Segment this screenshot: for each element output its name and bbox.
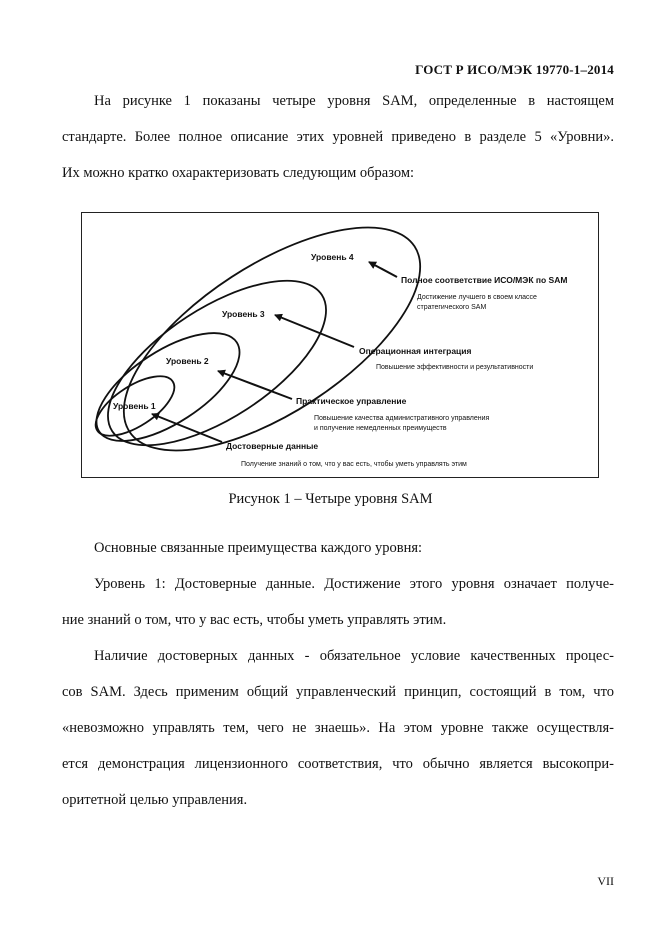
body-line: Основные связанные преимущества каждого уровня: <box>94 540 423 556</box>
level-3-title: Операционная интеграция <box>359 346 472 356</box>
intro-line: На рисунке 1 показаны четыре уровня SAM, определенные в настоящем <box>94 93 614 109</box>
body-line: Уровень 1: Достоверные данные. Достижение этого уровня означает получе- <box>94 576 614 592</box>
level-3-arrow <box>275 315 354 347</box>
body-line: «невозможно управлять тем, чего не знаешь». На этом уровне также осуществля- <box>62 720 614 736</box>
body-text <box>62 530 614 818</box>
figure-sam-levels <box>81 212 599 478</box>
intro-paragraph <box>62 83 614 191</box>
level-2-arrow <box>218 371 292 399</box>
level-3-desc: Повышение эффективности и результативности <box>376 364 534 371</box>
page-number: VII <box>597 874 614 888</box>
body-line: сов SAM. Здесь применим общий управленческий принцип, состоящий в том, что <box>62 684 614 700</box>
level-2-label: Уровень 2 <box>166 356 209 366</box>
level-4-title: Полное соответствие ИСО/МЭК по SAM <box>401 275 568 285</box>
body-line: оритетной целью управления. <box>62 792 248 808</box>
intro-line: стандарте. Более полное описание этих уровней приведено в разделе 5 «Уровни». <box>62 129 614 145</box>
level-1-title: Достоверные данные <box>226 441 319 451</box>
level-4-label: Уровень 4 <box>311 252 354 262</box>
body-line: ние знаний о том, что у вас есть, чтобы уметь управлять этим. <box>62 612 447 628</box>
level-3-label: Уровень 3 <box>222 309 265 319</box>
level-1-desc: Получение знаний о том, что у вас есть, чтобы уметь управлять этим <box>241 461 467 468</box>
level-4-desc: стратегического SAM <box>417 304 487 311</box>
sam-levels-diagram <box>82 213 600 479</box>
body-line: ется демонстрация лицензионного соответствия, что обычно является высокопри- <box>62 756 614 772</box>
level-4-arrow <box>369 262 397 277</box>
document-header: ГОСТ Р ИСО/МЭК 19770-1–2014 <box>415 62 614 77</box>
level-2-title: Практическое управление <box>296 396 407 406</box>
level-2-desc: Повышение качества административного управления <box>314 415 490 422</box>
intro-line: Их можно кратко охарактеризовать следующим образом: <box>62 165 415 181</box>
body-line: Наличие достоверных данных - обязательное условие качественных процес- <box>94 648 614 664</box>
figure-caption: Рисунок 1 – Четыре уровня SAM <box>228 491 433 507</box>
level-2-desc: и получение немедленных преимуществ <box>314 425 447 432</box>
level-4-desc: Достижение лучшего в своем классе <box>417 294 537 301</box>
level-1-label: Уровень 1 <box>113 401 156 411</box>
level-2-ellipse <box>82 312 256 462</box>
